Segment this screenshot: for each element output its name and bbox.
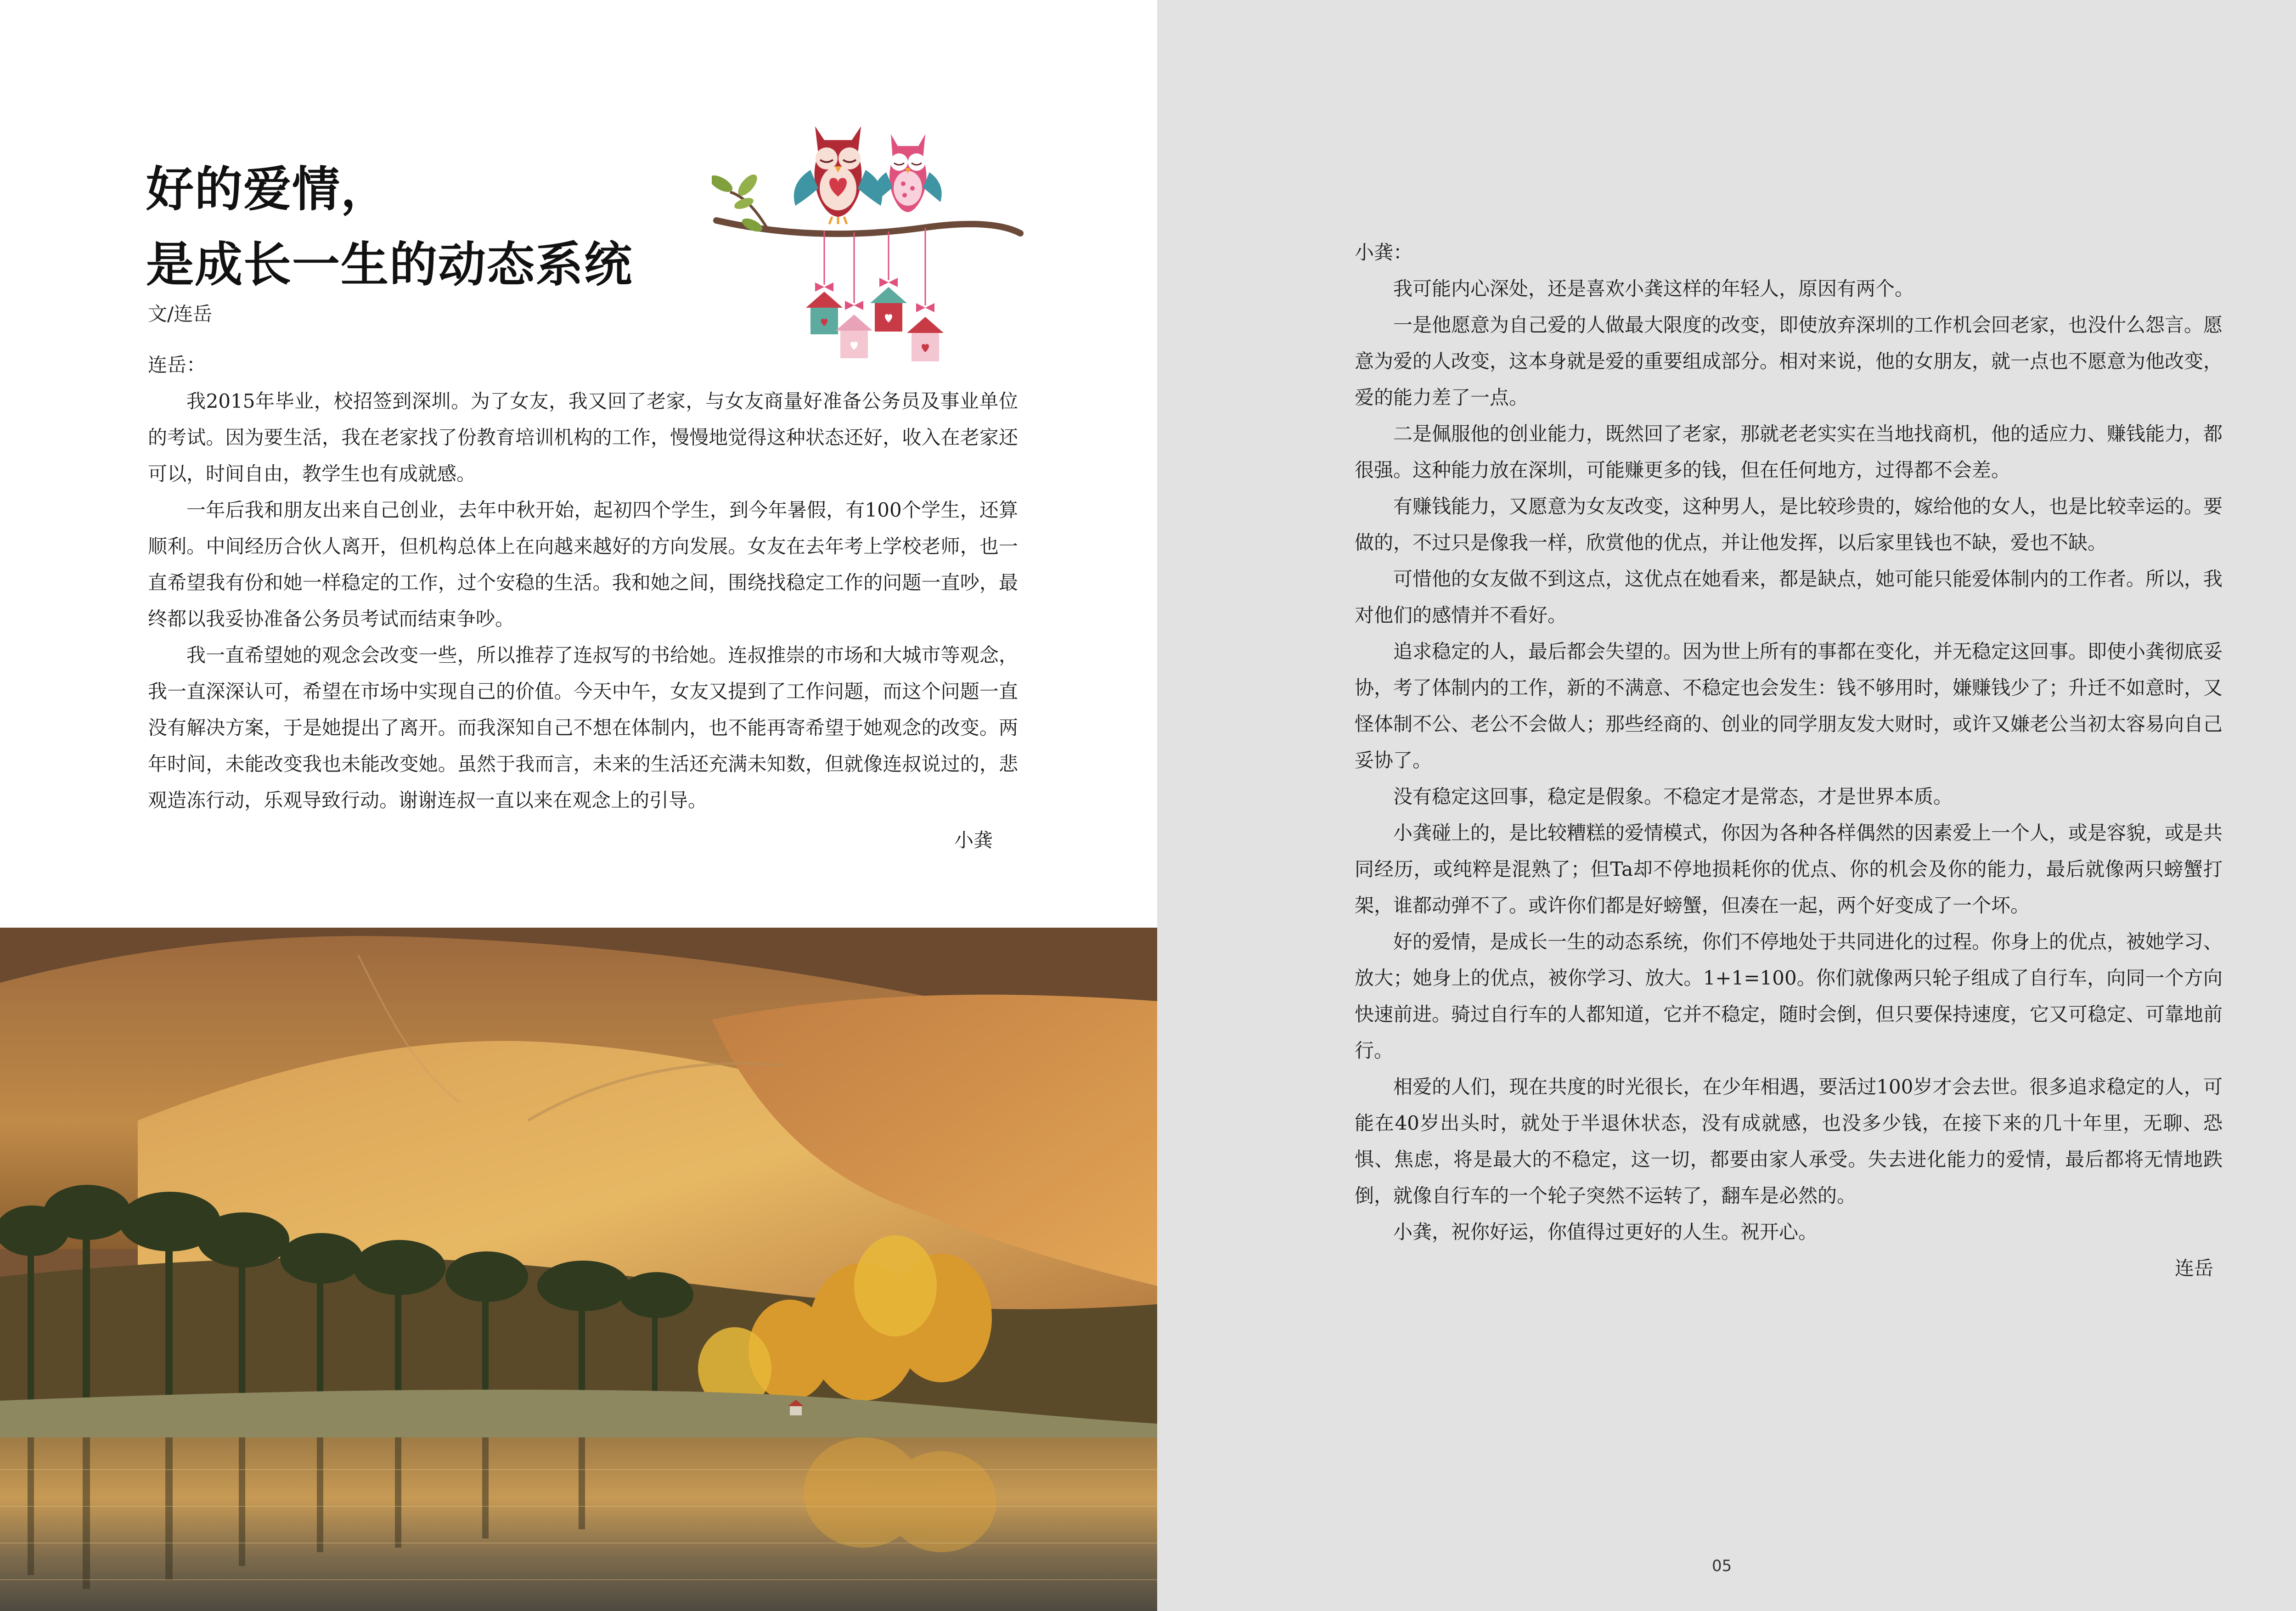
owls-on-branch-icon [712, 115, 1024, 377]
reply-letter-paragraph: 相爱的人们，现在共度的时光很长，在少年相遇，要活过100岁才会去世。很多追求稳定的人，可能在40岁出头时，就处于半退休状态，没有成就感，也没多少钱，在接下来的几十年里，无聊、恐惧、焦虑，将是最大的不稳定，这一切，都要由家人承受。失去进化能力的爱情，最后都将无情地跌倒，就像自行车的一个轮子突然不运转了，翻车是必然的。 [1355, 1076, 2223, 1207]
reader-letter-signature: 小龚 [954, 829, 993, 851]
page-number: 05 [1712, 1557, 1732, 1575]
byline: 文/连岳 [148, 303, 213, 325]
title-line-1: 好的爱情， [146, 161, 390, 217]
autumn-lake-landscape [0, 928, 1157, 1611]
reply-letter-salutation: 小龚： [1355, 241, 1413, 264]
reader-letter-salutation: 连岳： [148, 354, 206, 376]
reader-letter [148, 347, 1018, 858]
reply-letter-paragraph: 追求稳定的人，最后都会失望的。因为世上所有的事都在变化，并无稳定这回事。即使小龚彻底妥协，考了体制内的工作，新的不满意、不稳定也会发生：钱不够用时，嫌赚钱少了；升迁不如意时，又怪体制不公、老公不会做人；那些经商的、创业的同学朋友发大财时，或许又嫌老公当初太容易向自己妥协了。 [1355, 640, 2223, 772]
reply-letter-paragraph: 没有稳定这回事，稳定是假象。不稳定才是常态，才是世界本质。 [1393, 785, 1953, 808]
reader-letter-paragraph: 我一直希望她的观念会改变一些，所以推荐了连叔写的书给她。连叔推崇的市场和大城市等观念，我一直深深认可，希望在市场中实现自己的价值。今天中午，女友又提到了工作问题，而这个问题一直没有解决方案，于是她提出了离开。而我深知自己不想在体制内，也不能再寄希望于她观念的改变。两年时间，未能改变我也未能改变她。虽然于我而言，未来的生活还充满未知数，但就像连叔说过的，悲观造冻行动，乐观导致行动。谢谢连叔一直以来在观念上的引导。 [148, 644, 1018, 811]
reader-letter-paragraph: 一年后我和朋友出来自己创业，去年中秋开始，起初四个学生，到今年暑假，有100个学生，还算顺利。中间经历合伙人离开，但机构总体上在向越来越好的方向发展。女友在去年考上学校老师，也一直希望我有份和她一样稳定的工作，过个安稳的生活。我和她之间，围绕找稳定工作的问题一直吵，最终都以我妥协准备公务员考试而结束争吵。 [148, 499, 1018, 630]
reader-letter-paragraph: 我2015年毕业，校招签到深圳。为了女友，我又回了老家，与女友商量好准备公务员及事业单位的考试。因为要生活，我在老家找了份教育培训机构的工作，慢慢地觉得这种状态还好，收入在老家还可以，时间自由，教学生也有成就感。 [148, 390, 1018, 485]
right-page [1157, 0, 2296, 1611]
article-title [146, 152, 633, 302]
reply-letter-paragraph: 可惜他的女友做不到这点，这优点在她看来，都是缺点，她可能只能爱体制内的工作者。所以，我对他们的感情并不看好。 [1355, 568, 2223, 626]
reply-letter [1355, 234, 2223, 1286]
reply-letter-paragraph: 我可能内心深处，还是喜欢小龚这样的年轻人，原因有两个。 [1393, 277, 1914, 300]
reply-letter-signature: 连岳 [2174, 1257, 2213, 1279]
reply-letter-paragraph: 二是佩服他的创业能力，既然回了老家，那就老老实实在当地找商机，他的适应力、赚钱能力，都很强。这种能力放在深圳，可能赚更多的钱，但在任何地方，过得都不会差。 [1355, 422, 2223, 481]
reply-letter-paragraph: 小龚，祝你好运，你值得过更好的人生。祝开心。 [1393, 1221, 1818, 1243]
title-line-2: 是成长一生的动态系统 [146, 236, 633, 293]
reply-letter-paragraph: 一是他愿意为自己爱的人做最大限度的改变，即使放弃深圳的工作机会回老家，也没什么怨言。愿意为爱的人改变，这本身就是爱的重要组成部分。相对来说，他的女朋友，就一点也不愿意为他改变，爱的能力差了一点。 [1355, 314, 2223, 409]
reply-letter-paragraph: 小龚碰上的，是比较糟糕的爱情模式，你因为各种各样偶然的因素爱上一个人，或是容貌，或是共同经历，或纯粹是混熟了；但Ta却不停地损耗你的优点、你的机会及你的能力，最后就像两只螃蟹打架，谁都动弹不了。或许你们都是好螃蟹，但凑在一起，两个好变成了一个坏。 [1355, 822, 2223, 917]
reply-letter-paragraph: 好的爱情，是成长一生的动态系统，你们不停地处于共同进化的过程。你身上的优点，被她学习、放大；她身上的优点，被你学习、放大。1+1=100。你们就像两只轮子组成了自行车，向同一个方向快速前进。骑过自行车的人都知道，它并不稳定，随时会倒，但只要保持速度，它又可稳定、可靠地前行。 [1355, 930, 2223, 1062]
reply-letter-paragraph: 有赚钱能力，又愿意为女友改变，这种男人，是比较珍贵的，嫁给他的女人，也是比较幸运的。要做的，不过只是像我一样，欣赏他的优点，并让他发挥，以后家里钱也不缺，爱也不缺。 [1355, 495, 2223, 554]
